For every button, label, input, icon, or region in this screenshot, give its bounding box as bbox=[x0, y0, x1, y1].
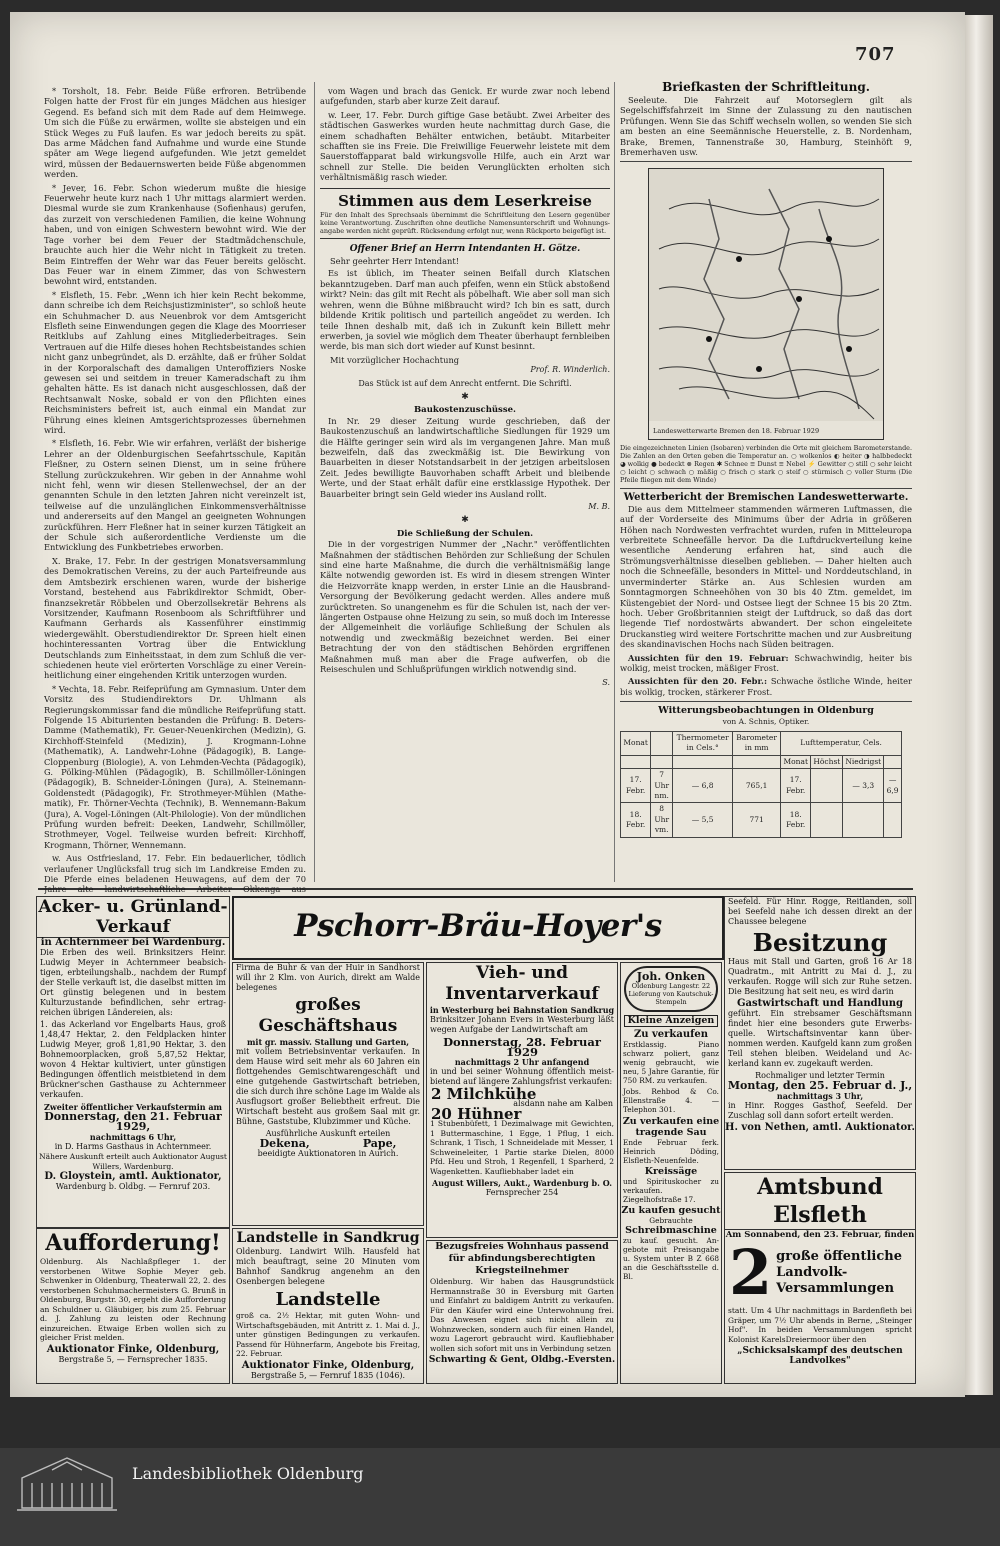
ad-note: Nähere Auskunft erteilt auch Auktionator August Willers, Wardenburg. bbox=[39, 1152, 227, 1171]
letter-body: Es ist üblich, im Theater seinen Beifall durch Klatschen bekanntzugeben. Darf man auch pfeifen, wenn ein Stück abstoßend wirkt? Nein: das gilt mit Recht als pöbelhaft. Wie aber soll man sich wehren, wenn die Bühne mißbraucht wird? Ich bin es satt, durch bildende Kritik politisch und parteilich angeödet zu werden. Ich teile Ihnen deshalb mit, daß ich in Zukunft kein Billett mehr erwerben, ja soviel wie möglich dem Theater überhaupt fernbleiben werde, bis man sich dort wieder auf Kunst besinnt. bbox=[320, 268, 610, 352]
ad-address: Bergstraße 5, — Fernsprecher 1835. bbox=[58, 1354, 208, 1364]
banner-text: Pschorr-Bräu-Hoyer's bbox=[294, 908, 662, 944]
observations-by: von A. Schnis, Optiker. bbox=[722, 716, 810, 726]
ad-items: 1. das Ackerland vor Engelbarts Haus, groß 1,48,47 Hektar, 2. den Feldplacken hinter Ludwig Meyer, groß 1,81,90 Hektar, 3. den Bohnemoorplacken, groß 5,87,52 Hektar, wovon 4 Hektar kultiviert, unter günstigen Bedingungen öffentlich meistbietend in dem Brückner'schen Gasthause zu Achternmeer verkaufen. bbox=[40, 1020, 226, 1099]
ad-text: Oldenburg. Wir haben das Hausgrundstück Hermannstraße 30 in Eversburg mit Garten und Einfahrt zu baldigem Antritt zu verkaufen. Für den Käufer wird eine Unterwohnung frei. Das Anwesen eignet sich nicht allein zu Wohnzwecken, sondern auch für einen Handel, wozu Lagerort gebraucht wird. Kaufliebhaber wollen sich sofort mit uns in Verbindung setzen bbox=[430, 1277, 614, 1353]
section-heading-leserkreise: Stimmen aus dem Leserkreise bbox=[338, 191, 592, 210]
ad-text: statt. Um 4 Uhr nachmittags in Bardenfleth bei Gräper, um 7½ Uhr abends in Berne, „Steinger Hof". In beiden Versammlungen spricht Kolonist KarelsDreiermoor über den bbox=[728, 1306, 912, 1344]
weather-map bbox=[648, 168, 884, 440]
article-leer: w. Leer, 17. Febr. Durch giftige Gase betäubt. Zwei Arbeiter des städtischen Gaswerkes wurden heute nachmittag durch Gase, die einem schadhaften Behälter entwichen, betäubt. Mitarbeiter schafften sie ins Freie. Die Freiwillige Feuerwehr leistete mit dem Sauerstoffapparat bald wirkungsvolle Hilfe, auch ein Arzt war schnell zur Stelle. Die beiden Verunglückten erholten sich verhältnismäßig rasch wieder. bbox=[320, 109, 610, 183]
ad-item-2: 20 Hühner bbox=[431, 1105, 522, 1123]
page-number: 707 bbox=[855, 44, 896, 65]
ad-heading: Zu kaufen gesucht bbox=[621, 1205, 721, 1216]
ad-heading: Kreissäge bbox=[644, 1166, 698, 1177]
ad-title: Landstelle in Sandkrug bbox=[236, 1230, 420, 1246]
ad-subtitle: in Westerburg bei Bahnstation Sandkrug bbox=[429, 1005, 615, 1015]
ad-subtitle: mit gr. massiv. Stallung und Garten, bbox=[246, 1037, 410, 1047]
ad-banner-pschorr bbox=[232, 896, 724, 960]
ad-auctioneer: Auktionator Finke, Oldenburg, bbox=[46, 1343, 220, 1355]
ad-title: Aufforderung! bbox=[45, 1230, 221, 1256]
ad-item-1: 2 Milchkühe bbox=[431, 1085, 537, 1103]
ad-date: Donnerstag, den 21. Februar 1929, bbox=[44, 1110, 222, 1133]
ad-wohnhaus bbox=[426, 1240, 618, 1384]
ad-text: Haus mit Stall und Garten, groß 16 Ar 18 Quadratm., mit Antritt zu Mai d. J., zu verkaufen. Rogge will sich zur Ruhe setzen. Die Besitzung hat seit neu, es wird darin bbox=[728, 957, 912, 996]
letter-salutation: Sehr geehrter Herr Intendant! bbox=[330, 256, 460, 267]
ad-auctioneer: H. von Nethen, amtl. Auktionator. bbox=[725, 1122, 915, 1133]
weather-map-label: Landeswetterwarte Bremen den 18. Februar 1929 bbox=[653, 427, 820, 436]
ad-text: Gebrauchte bbox=[649, 1216, 693, 1225]
ad-address: Fernsprecher 254 bbox=[485, 1188, 559, 1197]
observations-table bbox=[620, 731, 902, 838]
ad-text-2: groß ca. 2½ Hektar, mit guten Wohn- und Wirtschaftsgebäuden, mit Antritt z. 1. Mai d. J., unter günstigen Bedingungen zu verkaufen. Passend für Hühnerfarm, Angebote bis Freitag, 22. Februar. bbox=[236, 1311, 420, 1358]
table-header-row: Monat Thermometer in Cels.° Barometer in mm Lufttemperatur, Cels. bbox=[621, 731, 902, 755]
ad-text: mit vollem Betriebsinventar verkaufen. In dem Hause wird seit mehr als 60 Jahren ein flottgehendes Gemischtwarengeschäft und eine gutgehende Gastwirtschaft betrieben, die sich durch ihre schöne Lage im Walde als Ausflugsort großer Beliebtheit erfreut. Die Wirtschaft besteht aus großem Saal mit gr. Bühne, Gaststube, Klubzimmer und Küche. bbox=[236, 1047, 420, 1126]
ad-subtitle: in Achternmeer bei Wardenburg. bbox=[40, 937, 226, 948]
ad-text: Oldenburg. Landwirt Wilh. Hausfeld hat mich beauftragt, seine 20 Minuten vom Bahnhof Sandkrug angenehm an den Osenbergen belegene bbox=[236, 1247, 420, 1286]
library-name: Landesbibliothek Oldenburg bbox=[132, 1464, 364, 1483]
ad-text: Oldenburg. Als Nachlaßpfleger 1. der verstorbenen Witwe Sophie Meyer geb. Schwenker in Oldenburg, Theaterwall 22, 2. des verstorbenen Schuhmachermeisters G. Brunß in Oldenburg, Burgstr. 30, ergeht die Aufforderung an Schuldner u. Gläubiger, bis zum 25. Februar d. J. Zahlung zu leisten oder Rechnung einzureichen. Etwaige Erben wollen sich zu gleicher Frist melden. bbox=[40, 1257, 226, 1342]
ad-text-2: in und bei seiner Wohnung öffentlich meistbietend auf längere Zahlungsfrist verkaufen: bbox=[430, 1067, 614, 1086]
ad-date: Montag, den 25. Februar d. J., bbox=[727, 1079, 913, 1092]
ad-landstelle bbox=[232, 1228, 424, 1384]
ad-auctioneer: Auktionator Finke, Oldenburg, bbox=[241, 1359, 415, 1371]
ad-subtitle: Gastwirtschaft und Handlung bbox=[737, 998, 903, 1009]
page-edge bbox=[965, 15, 993, 1395]
weather-report-text: Die aus dem Mittelmeer stammenden wärmeren Luftmassen, die auf der Vorderseite des Minimums über der Adria in größeren Höhen nach Nordwesten verfrachtet wurden, rufen in Mitteleuropa verbreitete Schneefälle hervor. Da die Luftdruckverteilung keine wesentliche Aenderung erfahren hat, sind auch die Strömungsverhältnisse dieselben geblieben. — Daher hielten auch noch die Schneefälle, besonders in Mittel- und Norddeutschland, in unverminderter Stärke an. Aus Schlesien wurden am Sonntagmorgen Schneehöhen von 30 bis 40 Ztm. gemeldet, im Küstengebiet der Nord- und Ostsee liegt der Schnee 15 bis 20 Ztm. hoch. Ueber Großbritannien steigt der Luftdruck, so daß das dort liegende Tief nordostwärts abwandert. Der schon eingeleitete Druckanstieg wird weitere Fortschritte machen und zur Ausbreitung des skandinavischen Hochs nach Süden beitragen. bbox=[620, 503, 912, 650]
forecast-20: Aussichten für den 20. Febr.: Schwache östliche Winde, heiter bis wolkig, trocken, stärkerer Frost. bbox=[620, 676, 912, 697]
ad-item-1-note: alsdann nahe am Kalben bbox=[513, 1099, 613, 1108]
ad-viehverkauf bbox=[426, 962, 618, 1238]
ad-auctioneer-2: Pape, bbox=[362, 1137, 397, 1150]
ad-auctioneer-1: Dekena, bbox=[259, 1137, 310, 1150]
article-vechta: * Vechta, 18. Febr. Reifeprüfung am Gymnasium. Unter dem Vorsitz des Studiendirektors Dr. Uhlmann als Regierungskommissar fand die mündliche Reifeprüfung statt. Folgende 15 Abiturienten bestanden die Prüfung: B. Deters-Damme (Mathematik), Fr. Geuer-Neuenkirchen (Medizin), G. Kirchhoff-Steinfeld (Medizin), J. Krogmann-Lohne (Mathematik), A. Landwehr-Lohne (Pädagogik), B. Lange-Cloppenburg (Biologie), A. von Lehmden-Vechta (Pädagogik), G. Pölking-Mühlen (Pädagogik), B. Schillmöller-Löningen (Pädagogik), B. Schneider-Löningen (Jura), A. Steinemann-Goldenstedt (Pädagogik), Fr. Strothmeyer-Mühlen (Mathematik), Fr. Thörner-Vechta (Technik), B. Wennemann-Bakum (Jura), A. Vogel-Löningen (Alt-Philologie). Von der mündlichen Prüfung wurden befreit: Deeken, Landwehr, Schillmöller, Strothmeyer, Vogel. Teilweise wurden befreit: Kirchhoff, Krogmann, Thörner, Wennemann. bbox=[44, 683, 306, 850]
library-building-icon bbox=[12, 1448, 122, 1518]
article-ostfriesland: w. Aus Ostfriesland, 17. Febr. Ein bedauerlicher, tödlich verlaufener Unglücksfall trug sich im Landkreise Emden zu. Die Pferde eines beladenen Heuwagens, auf dem der 70 Jahre alte landwirtschaftliche Arbeiter Okkenga aus bbox=[44, 853, 306, 894]
table-row: 18. Febr. 8 Uhr vm. — 5,5 771 18. Febr. bbox=[621, 803, 902, 837]
article-brake: X. Brake, 17. Febr. In der gestrigen Monatsversammlung des Demokratischen Vereins, zu der auch Parteifreunde aus dem Amtsbezirk erschienen waren, wurde der bisherige Vorstand, bestehend aus Fabrikdirektor Schmidt, Oberfinanzsekretär Röbbelen und Oberzollsekretär Behrens als Vorsitzender, Kaufmann Rosenboom als Schriftführer und Kaufmann Gerhards als Kassenführer einstimmig wiedergewählt. Oberstudiendirektor Dr. Spreen hielt einen hochinteressanten Vortrag über die Entwicklung Deutschlands zum Einheitsstaat, in dem zum Schluß die verschiedenen heute viel erörterten Vorschläge zu einer Vereinheitlichung einer eingehenden Kritik unterzogen wurden. bbox=[44, 555, 306, 681]
ad-amtsbund bbox=[724, 1172, 916, 1384]
column-rule bbox=[314, 82, 315, 882]
ad-text: Ende Februar ferk. Heinrich Döding, Elsfleth-Neuenfelde. bbox=[623, 1138, 719, 1165]
section-kleine-anzeigen: Kleine Anzeigen bbox=[624, 1015, 718, 1027]
ad-title: Vieh- und Inventarverkauf bbox=[445, 963, 599, 1004]
article-continued: vom Wagen und brach das Genick. Er wurde zwar noch lebend aufgefunden, starb aber kurze Zeit darauf. bbox=[320, 86, 610, 107]
article-schulen: Die in der vorgestrigen Nummer der „Nachr." veröffentlichten Maßnahmen der städtischen Behörden zur Schließung der Schulen sind eine harte Maßnahme, die durch die verhältnismäßig lange Kälte notwendig geworden ist. Es wird in diesem strengen Winter die Heizvorräte knapp werden, in erster Linie an die Hausbrand-Versorgung der Bevölkerung gedacht werden. Alles andere muß zurücktreten. So unangenehm es für die Schulen ist, nach der verlängerten Ostpause ohne Heizung zu sein, so muß doch im Interesse der Allgemeinheit die vorläufige Schließung der Schulen als notwendig und zweckmäßig bezeichnet werden. Bei einer Betrachtung der von den städtischen Behörden ergriffenen Maßnahmen muß man aber die Frage aufwerfen, ob die Reiseschulen und Schlußprüfungen wirklich notwendig sind. bbox=[320, 539, 610, 675]
ad-heading: Zu verkaufen eine tragende Sau bbox=[622, 1116, 720, 1138]
column-rule bbox=[614, 82, 615, 882]
letter-closing: Mit vorzüglicher Hochachtung bbox=[330, 354, 460, 365]
ad-text: Die Erben des weil. Brinksitzers Heinr. Ludwig Meyer in Achternmeer beabsichtigen, erbteilungshalb., nachdem der Rumpf der Stelle verkauft ist, die daselbst mitten im Ort günstig belegenen und in bestem Kulturzustande befindlichen, sehr ertragreichen übrigen Ländereien, als: bbox=[40, 948, 226, 1017]
article-elsfleth-2: * Elsfleth, 16. Febr. Wie wir erfahren, verläßt der bisherige Lehrer an der Oldenburgischen Seefahrtsschule, Kapitän Fleßner, zu Ostern seinen Dienst, um in seine frühere Stellung zurückzukehren. Wir geben in der Annahme wohl nicht fehl, wenn wir diesen Stellenwechsel, der an der genannten Schule in den letzten Jahren nicht vereinzelt ist, teilweise auf die unzulänglichen Einkommensverhältnisse und andererseits auf den Mangel an geeigneten Wohnungen zurückführen. Herr Fleßner hat in seiner kurzen Tätigkeit an der Schule sich außerordentliche Verdienste um die Entwicklung des Funkbetriebes erworben. bbox=[44, 438, 306, 553]
weather-map-graphic bbox=[649, 169, 883, 439]
ad-term: Zweiter öffentlicher Verkaufstermin am bbox=[43, 1102, 223, 1112]
ad-text-4: in Hinr. Rogges Gasthof, Seefeld. Der Zuschlag soll dann sofort erteilt werden. bbox=[728, 1101, 912, 1120]
weather-report-heading: Wetterbericht der Bremischen Landeswetterwarte. bbox=[623, 492, 909, 504]
ad-firm: Schwarting & Gent, Oldbg.-Eversten. bbox=[428, 1355, 616, 1365]
ad-text-2: geführt. Ein strebsamer Geschäftsmann findet hier eine besonders gute Erwerbsquelle. Wirtschaftsinventar kann übernommen werden. Kaufgeld kann zum großen Teil stehen bleiben. Weideland und Ackerland kann ev. zugekauft werden. bbox=[728, 1009, 912, 1068]
ad-topic: „Schicksalskampf des deutschen Landvolkes" bbox=[737, 1346, 903, 1366]
ad-title: Amtsbund Elsfleth bbox=[725, 1173, 915, 1230]
ad-time: nachmittags 2 Uhr anfangend bbox=[454, 1057, 590, 1067]
ad-aufforderung bbox=[36, 1228, 230, 1384]
ad-time: nachmittags 3 Uhr, bbox=[776, 1091, 864, 1101]
ad-geschaeftshaus bbox=[232, 962, 424, 1226]
article-torsholt: * Torsholt, 18. Febr. Beide Füße erfroren. Betrübende Folgen hatte der Frost für ein junges Mädchen aus hiesiger Gegend. Es befand sich mit dem Rade auf dem Heimwege. Um sich die Füße zu erwärmen, wollte sie absteigen und ein Stück Weges zu Fuß laufen. Es war jedoch bereits zu spät. Das arme Mädchen fand Aufnahme und wurde eine Stunde später am Wege liegend aufgefunden. Wie jetzt gemeldet wird, müssen der Bedauernswerten beide Füße abgenommen werden. bbox=[44, 86, 306, 180]
article-baukosten-signature: M. B. bbox=[588, 502, 610, 511]
subheading-baukosten: Baukostenzuschüsse. bbox=[414, 405, 516, 416]
separator-star: ✱ bbox=[461, 391, 469, 402]
ad-title: großes Geschäftshaus bbox=[258, 995, 398, 1036]
ad-besitzung bbox=[724, 896, 916, 1170]
ad-auctioneer: D. Gloystein, amtl. Auktionator, bbox=[44, 1171, 222, 1182]
ad-text-3: 1 Stubenbüfett, 1 Dezimalwage mit Gewichten, 1 Buttermaschine, 1 Egge, 1 Pflug, 1 eich. Schrank, 1 Tisch, 1 Schneidelade mit Messer, 1 Schweineleiter, 1 Partie starke Dielen, 8000 Pfd. Heu und Stroh, 1 Regenfell, 1 Sparherd, 2 Wagenketten. Kaufliebhaber ladet ein bbox=[430, 1119, 614, 1176]
news-column-3 bbox=[620, 80, 912, 838]
ad-text: und Spirituskocher zu verkaufen. Ziegelhofstraße 17. bbox=[623, 1177, 719, 1204]
article-elsfleth-1: * Elsfleth, 15. Febr. „Wenn ich hier kein Recht bekomme, dann schreibe ich dem Reichsjustizminister", so schloß heute ein Schuhmacher D. aus Neuenbrok vor dem Amtsgericht Elsfleth seine Einwendungen gegen die Klage des Moorrieser Reitklubs auf Zahlung eines Mitgliederbeitrages. Sein Vertrauen auf die Hilfe dieses hohen Rechtsbeistandes schien nicht ganz unbegründet, als D. erzählte, daß er früher Soldat in der Korporalschaft des damaligen Unteroffiziers Noske gewesen sei und seitdem in treuer Kameradschaft zu ihm gehalten hätte. Es ist danach nicht ausgeschlossen, daß der Rechtsanwalt Noske, sobald er von den Pflichten eines Reichsministers befreit ist, auch einmal ein Mandat zur Führung eines kleinen Amtsgerichtsprozesses übernehmen wird. bbox=[44, 289, 306, 435]
ad-big-number: 2 bbox=[729, 1236, 773, 1309]
article-baukosten: In Nr. 29 dieser Zeitung wurde geschrieben, daß der Baukostenzuschuß an landwirtschaftliche Siedlungen für 1929 um die Hälfte geringer sein wird als im vergangenen Jahre. Man muß bezweifeln, daß das zweckmäßig ist. Die Bewirkung von Bauarbeiten in dieser Notstandsarbeit in der jetzigen arbeitslosen Zeit. Jedes bewilligte Bauvorhaben schafft Arbeit und bleibende Werte, und der Staat erhält dafür eine erstklassige Hypothek. Der Bauarbeiter bringt sein Geld wieder ins Ausland rollt. bbox=[320, 415, 610, 499]
letter-signer: Prof. R. Winderlich. bbox=[530, 365, 610, 375]
ad-heading: Zu verkaufen bbox=[633, 1029, 709, 1040]
ad-big-text: große öffentliche Landvolk-Versammlungen bbox=[776, 1249, 903, 1296]
weather-map-caption: Die eingezeichneten Linien (Isobaren) verbinden die Orte mit gleichem Barometerstande. Die Zahlen an den Orten geben die Temperatur an. ○ wolkenlos ◐ heiter ◑ halbbedeckt ◕ wolkig ● bedeckt ⊗ Regen ✱ Schnee ≡ Dunst ≡ Nebel ⚡ Gewitter ○ still ○ sehr leicht ○ leicht ○ schwach ○ mäßig ○ frisch ○ stark ○ steif ○ stürmisch ○ voller Sturm (Die Pfeile fliegen mit dem Winde) bbox=[620, 444, 912, 485]
ad-text: Jobs. Rehbod & Co. Ellenstraße 4. — Telephon 301. bbox=[623, 1087, 719, 1114]
separator-star: ✱ bbox=[461, 515, 469, 526]
ad-big: Landstelle bbox=[275, 1289, 381, 1310]
ad-text: Brinksitzer Johann Evers in Westerburg läßt wegen Aufgabe der Landwirtschaft am bbox=[430, 1015, 614, 1034]
ad-title: Acker- u. Grünland-Verkauf bbox=[38, 897, 228, 937]
ad-time: nachmittags 6 Uhr, bbox=[89, 1132, 177, 1142]
ad-note: Ausführliche Auskunft erteilen bbox=[265, 1129, 391, 1138]
briefkasten-heading: Briefkasten der Schriftleitung. bbox=[662, 80, 870, 94]
ad-date: Donnerstag, 28. Februar 1929 bbox=[443, 1035, 601, 1059]
ad-place: in D. Harms Gasthaus in Achternmeer. bbox=[54, 1142, 212, 1151]
ad-intro: Seefeld. Für Hinr. Rogge, Reitlanden, soll bei Seefeld nahe ich dessen direkt an der Chaussee belegene bbox=[728, 897, 912, 926]
logo-onken: Joh. Onken Oldenburg Langestr. 22 Lieferung von Kautschuk-Stempeln bbox=[624, 966, 718, 1012]
ad-address: Wardenburg b. Oldbg. — Fernruf 203. bbox=[55, 1182, 211, 1191]
ad-text: zu kauf. gesucht. Angebote mit Preisangabe u. System unter B Z 668 an die Geschäftsstelle d. Bl. bbox=[623, 1236, 719, 1281]
ad-text: Erstklassig. Piano schwarz poliert, ganz wenig gebraucht, wie neu, 5 Jahre Garantie, für 750 RM. zu verkaufen. bbox=[623, 1040, 719, 1085]
ad-kleine-anzeigen bbox=[620, 962, 722, 1384]
ad-heading: Schreibmaschine bbox=[625, 1225, 717, 1236]
ad-footer: beeidigte Auktionatoren in Aurich. bbox=[257, 1149, 399, 1158]
editor-note: Das Stück ist auf dem Anrecht entfernt. Die Schriftl. bbox=[358, 378, 572, 388]
ad-intro: Firma de Buhr & van der Huir in Sandhorst will ihr 2 Klm. von Aurich, direkt am Walde belegenes bbox=[236, 963, 420, 992]
table-subheader-row: Monat Höchst Niedrigst bbox=[621, 755, 902, 768]
ad-grunland-verkauf bbox=[36, 896, 230, 1228]
ad-title: Besitzung bbox=[752, 928, 888, 957]
article-schulen-signature: S. bbox=[602, 677, 610, 687]
ad-text-3: Rochmaliger und letzter Termin bbox=[755, 1071, 885, 1080]
article-jever: * Jever, 16. Febr. Schon wiederum mußte die hiesige Feuerwehr heute kurz nach 1 Uhr mittags alarmiert werden. Diesmal wurde sie zum Krankenhause (Sofienhaus) gerufen, das zurzeit von verschiedenen Familien, die keine Wohnung haben, und von einigen Schwestern bewohnt wird. Wie der Tage vorher bei dem Feuer der Stadtmädchenschule, brauchte auch hier die Wehr nicht in Tätigkeit zu treten. Beim Eintreffen der Wehr war das Feuer bereits gelöscht. Das Feuer war in einem Zimmer, das von Schwestern bewohnt wird, entstanden. bbox=[44, 182, 306, 287]
news-column-1 bbox=[44, 86, 306, 894]
subheading-schulen: Die Schließung der Schulen. bbox=[396, 528, 534, 539]
news-column-2 bbox=[320, 86, 610, 880]
letter-title: Offener Brief an Herrn Intendanten H. Götze. bbox=[349, 243, 581, 254]
ad-title: Bezugsfreies Wohnhaus passend für abfindungsberechtigten Kriegsteilnehmer bbox=[435, 1241, 609, 1276]
ad-auctioneer: August Willers, Aukt., Wardenburg b. O. bbox=[431, 1178, 612, 1188]
section-disclaimer: Für den Inhalt des Sprechsaals übernimmt die Schriftleitung den Lesern gegenüber keine Verantwortung. Zuschriften ohne deutliche Namensunterschrift und Wohnungsangabe werden nicht geprüft. Rücksendung erfolgt nur, wenn Rückporto beigefügt ist. bbox=[320, 210, 610, 235]
observations-heading: Witterungsbeobachtungen in Oldenburg bbox=[658, 705, 874, 717]
forecast-19: Aussichten für den 19. Februar: Schwachwindig, heiter bis wolkig, meist trocken, mäßiger Frost. bbox=[620, 652, 912, 673]
ad-address: Bergstraße 5, — Fernruf 1835 (1046). bbox=[250, 1370, 406, 1380]
ad-date: Am Sonnabend, den 23. Februar, finden bbox=[725, 1230, 915, 1240]
table-row: 17. Febr. 7 Uhr nm. — 6,8 765,1 17. Febr. — 3,3 — 6,9 bbox=[621, 769, 902, 803]
library-footer bbox=[0, 1448, 1000, 1546]
briefkasten-text: Seeleute. Die Fahrzeit auf Motorseglern gilt als Segelschiffsfahrzeit im Sinne der Zulassung zu den nautischen Prüfungen. Wenn Sie das Schiff wechseln wollen, so wenden Sie sich am besten an eine Seemännische Heuerstelle, z. B. Nordenham, Brake, Bremen, Tannenstraße 30, Hamburg, Steinhöft 9, Bremerhaven usw. bbox=[620, 95, 912, 158]
